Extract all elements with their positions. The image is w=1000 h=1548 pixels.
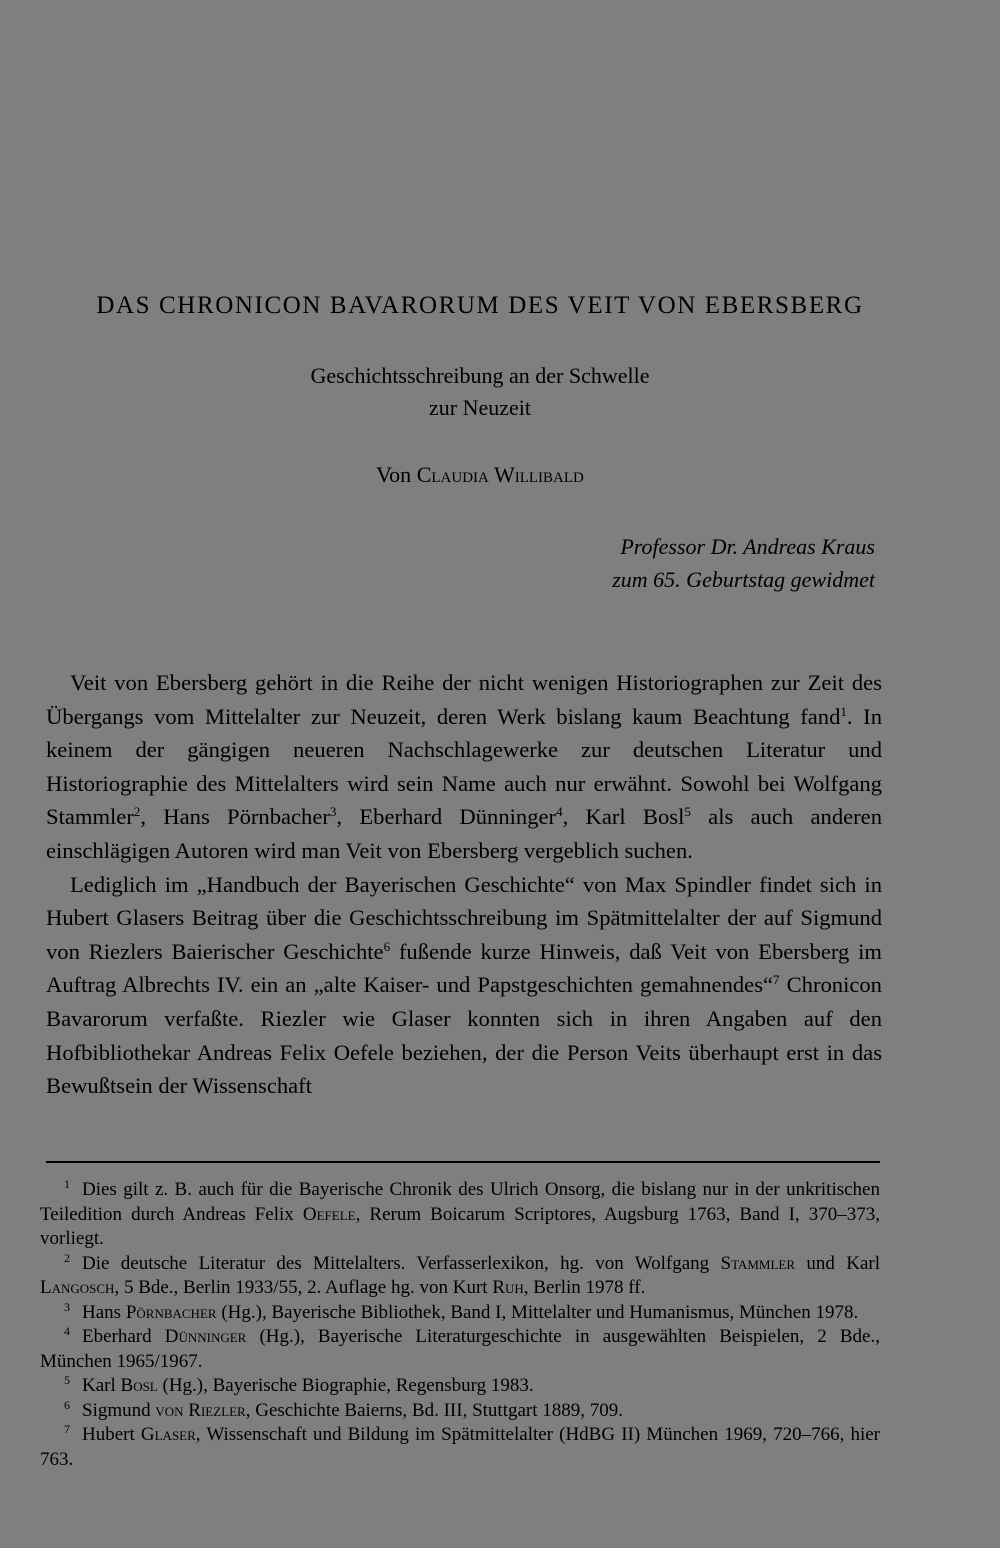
footnote-ref[interactable]: 6 [383, 938, 391, 954]
text-run: Lediglich im „Handbuch der Bayerischen Geschichte“ von Max Spindler findet sich in Hubert Glasers Beitrag über die Geschichtsschreibung im Spätmittelalter der auf Sigmund von Riezlers Baierischer Geschichte [46, 871, 882, 964]
footnote-separator [46, 1161, 880, 1163]
footnote-ref[interactable]: 2 [133, 804, 141, 820]
footnote-text: Sigmund [82, 1399, 156, 1421]
footnote-text: Hubert [82, 1424, 141, 1445]
footnote-ref[interactable]: 3 [329, 804, 337, 820]
footnote-author: Bosl [120, 1375, 158, 1396]
subtitle-line-2: zur Neuzeit [429, 395, 531, 420]
footnote-author: Oefele [302, 1203, 356, 1225]
article-title: DAS CHRONICON BAVARORUM DES VEIT VON EBERSBERG [96, 292, 864, 319]
text-run: , Hans Pörnbacher [140, 804, 330, 830]
body-text [46, 666, 882, 1103]
text-run: , Karl Bosl [562, 804, 685, 830]
footnote-text: , Rerum Boicarum Scriptores, Augsburg 1763, Band I, 370–373, vorliegt. [40, 1203, 880, 1249]
footnote-text: , 5 Bde., Berlin 1933/55, 2. Auflage hg. von Kurt [114, 1277, 493, 1298]
footnote-author: Langosch [40, 1277, 115, 1298]
footnote-ref[interactable]: 5 [684, 804, 691, 820]
footnote-text: (Hg.), Bayerische Bibliothek, Band I, Mittelalter und Humanismus, München 1978. [216, 1301, 859, 1323]
text-run: Chronicon Bavarorum verfaßte. Riezler wie Glaser konnten sich in ihren Angaben auf den Hofbibliothekar Andreas Felix Oefele beziehen, der die Person Veits überhaupt erst in das Bewußtsein der Wissenschaft [46, 972, 882, 1099]
author-name: Claudia Willibald [416, 462, 584, 487]
footnotes [40, 1178, 880, 1472]
footnote-text: , Berlin 1978 ff. [523, 1277, 646, 1298]
footnote-author: Dünninger [164, 1326, 247, 1347]
footnote-text: Dies gilt z. B. auch für die Bayerische Chronik des Ulrich Onsorg, die bislang nur in der unkritischen Teiledition durch Andreas Felix [40, 1179, 880, 1225]
footnote-author: Glaser [140, 1424, 196, 1445]
footnote-3: 3 Hans Pörnbacher (Hg.), Bayerische Bibliothek, Band I, Mittelalter und Humanismus, München 1978. [64, 1299, 859, 1323]
footnote-text: Hans [82, 1301, 126, 1323]
footnote-ref[interactable]: 4 [556, 804, 563, 820]
footnote-author: von Riezler [155, 1399, 246, 1421]
footnote-text: und Karl [795, 1252, 880, 1274]
footnote-text: (Hg.), Bayerische Biographie, Regensburg 1983. [157, 1375, 534, 1396]
text-run: Veit von Ebersberg gehört in die Reihe der nicht wenigen Historiographen zur Zeit des Übergangs vom Mittelalter zur Neuzeit, deren Werk bislang kaum Beachtung fand [46, 670, 882, 729]
footnote-author: Stammler [720, 1252, 796, 1274]
footnote-author: Ruh [492, 1277, 524, 1298]
dedication-line-1: Professor Dr. Andreas Kraus [620, 534, 875, 559]
paragraph-2 [46, 868, 882, 1103]
footnote-text: Karl [82, 1375, 121, 1396]
footnote-text: Die deutsche Literatur des Mittelalters. Verfasserlexikon, hg. von Wolfgang [82, 1252, 721, 1274]
text-run: , Eberhard Dünninger [336, 804, 557, 830]
paragraph-1 [46, 666, 882, 868]
dedication-line-2: zum 65. Geburtstag gewidmet [612, 567, 875, 592]
footnote-text: , Geschichte Baierns, Bd. III, Stuttgart 1889, 709. [245, 1399, 624, 1421]
footnote-ref[interactable]: 7 [773, 972, 780, 988]
footnote-4: 4 Eberhard Dünninger (Hg.), Bayerische Literaturgeschichte in ausgewählten Beispielen, 2 Bde., München 1965/1967. [40, 1324, 880, 1372]
author-prefix: Von [376, 462, 417, 487]
footnote-text: (Hg.), Bayerische Literaturgeschichte in ausgewählten Beispielen, 2 Bde., München 1965/1967. [40, 1326, 880, 1372]
article-subtitle [40, 360, 920, 424]
dedication [475, 530, 875, 596]
footnote-ref[interactable]: 1 [840, 703, 847, 719]
footnote-text: , Wissenschaft und Bildung im Spätmittelalter (HdBG II) München 1969, 720–766, hier 763. [40, 1424, 880, 1470]
footnote-text: Eberhard [82, 1326, 165, 1347]
footnote-7: 7 Hubert Glaser, Wissenschaft und Bildung im Spätmittelalter (HdBG II) München 1969, 720–766, hier 763. [40, 1422, 880, 1470]
footnote-2: 2 Die deutsche Literatur des Mittelalters. Verfasserlexikon, hg. von Wolfgang Stammler und Karl Langosch, 5 Bde., Berlin 1933/55, 2. Auflage hg. von Kurt Ruh, Berlin 1978 ff. [40, 1250, 880, 1298]
text-run: als auch anderen einschlägigen Autoren wird man Veit von Ebersberg vergeblich suchen. [46, 804, 882, 863]
subtitle-line-1: Geschichtsschreibung an der Schwelle [310, 363, 650, 388]
footnote-1: 1 Dies gilt z. B. auch für die Bayerische Chronik des Ulrich Onsorg, die bislang nur in der unkritischen Teiledition durch Andreas Felix Oefele, Rerum Boicarum Scriptores, Augsburg 1763, Band I, 370–373, vorliegt. [40, 1177, 880, 1249]
footnote-6: 6 Sigmund von Riezler, Geschichte Baierns, Bd. III, Stuttgart 1889, 709. [64, 1397, 624, 1421]
author-byline [40, 462, 920, 488]
footnote-author: Pörnbacher [125, 1301, 217, 1323]
text-run: . In keinem der gängigen neueren Nachschlagewerke zur deutschen Literatur und Historiographie des Mittelalters wird sein Name auch nur erwähnt. Sowohl bei Wolfgang Stammler [46, 703, 882, 830]
footnote-5: 5 Karl Bosl (Hg.), Bayerische Biographie, Regensburg 1983. [64, 1373, 534, 1396]
text-run: fußende kurze Hinweis, daß Veit von Ebersberg im Auftrag Albrechts IV. ein an „alte Kaiser- und Papstgeschichten gemahnendes“ [46, 938, 882, 998]
